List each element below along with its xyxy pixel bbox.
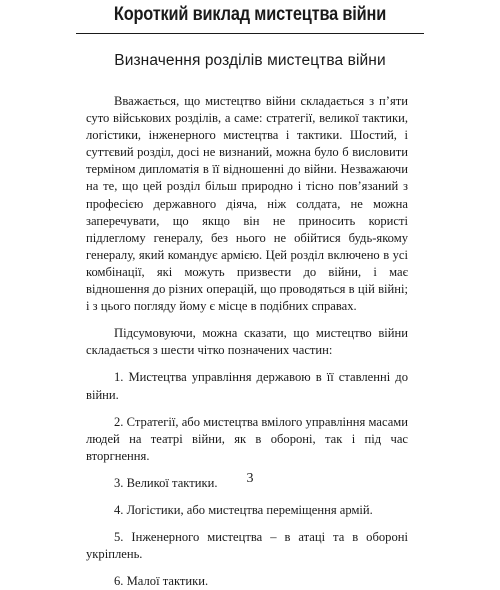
list-item: 5. Інженерного мистецтва – в атаці та в обороні укріплень. <box>86 530 408 562</box>
page-number: 3 <box>246 471 254 486</box>
chapter-title: Короткий виклад мистецтва війни <box>113 4 387 25</box>
list-item: 1. Мистецтва управління державою в її ставленні до війни. <box>86 370 408 402</box>
list-item: 4. Логістики, або мистецтва переміщення армій. <box>114 502 373 517</box>
list-item: 3. Великої тактики. <box>114 475 218 490</box>
paragraph-summary: Підсумовуючи, можна сказати, що мистецтво війни складається з шести чітко позначених частин: <box>86 326 408 358</box>
section-heading: Визначення розділів мистецтва війни <box>114 52 386 69</box>
title-underline <box>76 33 424 34</box>
list-item: 6. Малої тактики. <box>114 574 209 589</box>
body-text <box>86 93 408 590</box>
paragraph-intro: Вважається, що мистецтво війни складається з п’яти суто військових розділів, а саме: стратегії, великої тактики, логістики, інженерного мистецтва і тактики. Шостий, і суттєвий розділ, досі не визнаний, можна було б висловити терміном дипломатія в її відношенні до війни. Незважаючи на те, що цей розділ більш природно і тісно пов’язаний з професією державного діяча, ніж солдата, не можна заперечувати, що якщо він не приносить користі підлеглому генералу, без нього не обійтися будь-якому генералу, який командує армією. Цей розділ включено в усі комбінації, які можуть призвести до війни, і має відношення до різних операцій, що проводяться в цій війні; і з цього погляду йому є місце в подібних справах. <box>86 94 408 314</box>
list-item: 2. Стратегії, або мистецтва вмілого управління масами людей на театрі війни, як в обороні, так і під час вторгнення. <box>86 414 408 463</box>
